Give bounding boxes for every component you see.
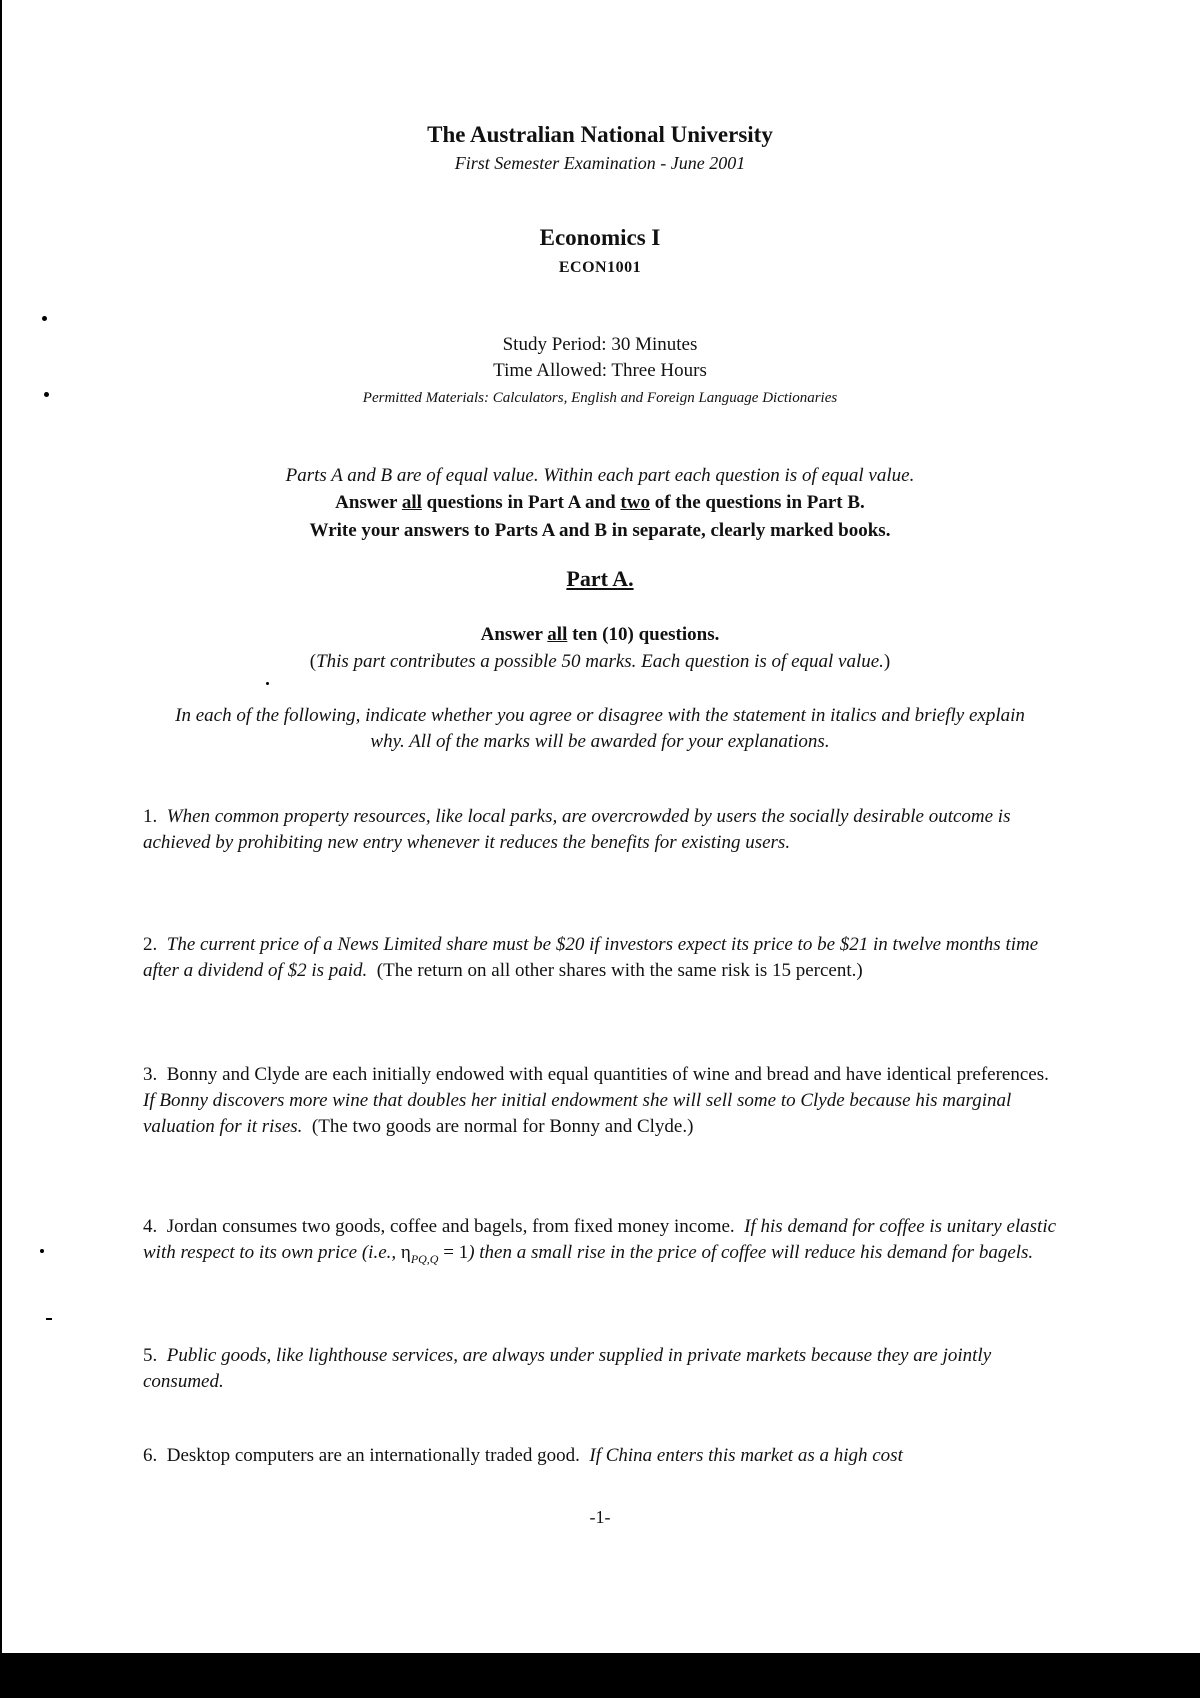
time-allowed: Time Allowed: Three Hours (493, 360, 707, 381)
scan-speck (266, 682, 269, 685)
question-4: 4. Jordan consumes two goods, coffee and bagels, from fixed money income. If his demand for coffee is unitary elastic with respect to its own price (i.e., $\eta_{PQ,Q} = 1$) then a small rise in the price of coffee will reduce his demand for bagels. (143, 1216, 1057, 1266)
university-name: The Australian National University (427, 122, 773, 147)
scan-speck (42, 316, 47, 321)
question-number: 1. (143, 806, 158, 827)
exam-session: First Semester Examination - June 2001 (454, 153, 746, 173)
question-1: 1. When common property resources, like local parks, are overcrowded by users the socially desirable outcome is achieved by prohibiting new entry whenever it reduces the benefits for existing users. (143, 806, 1011, 853)
elasticity-symbol: η (400, 1242, 411, 1263)
question-5: 5. Public goods, like lighthouse services, are always under supplied in private markets because they are jointly consumed. (143, 1345, 992, 1392)
permitted-materials: Permitted Materials: Calculators, English and Foreign Language Dictionaries (362, 390, 838, 406)
course-title: Economics I (539, 225, 661, 250)
answer-rule: Answer all questions in Part A and two of the questions in Part B. (335, 492, 865, 513)
parts-equal-note: Parts A and B are of equal value. Within each part each question is of equal value. (285, 465, 915, 486)
question-3: 3. Bonny and Clyde are each initially endowed with equal quantities of wine and bread and have identical preferences. If Bonny discovers more wine that doubles her initial endowment she will sell some to Clyde because his marginal valuation for it rises. (The two goods are normal for Bonny and Clyde.) (143, 1064, 1049, 1137)
part-a-contribution: (This part contributes a possible 50 marks. Each question is of equal value.) (309, 651, 891, 672)
part-a-heading: Part A. (566, 566, 634, 591)
part-a-instructions: In each of the following, indicate whether you agree or disagree with the statement in italics and briefly explain why. All of the marks will be awarded for your explanations. (175, 705, 1025, 752)
scan-edge-bottom (0, 1653, 1200, 1698)
study-period: Study Period: 30 Minutes (502, 334, 698, 355)
question-number: 6. (143, 1445, 158, 1466)
scan-speck (40, 1249, 44, 1253)
question-6: 6. Desktop computers are an internationally traded good. If China enters this market as a high cost (143, 1445, 903, 1466)
scan-speck (46, 1318, 52, 1320)
question-number: 2. (143, 934, 158, 955)
part-a-answer-rule: Answer all ten (10) questions. (480, 624, 720, 645)
page-number: -1- (589, 1507, 611, 1527)
write-rule: Write your answers to Parts A and B in separate, clearly marked books. (309, 520, 891, 541)
question-number: 3. (143, 1064, 158, 1085)
question-number: 5. (143, 1345, 158, 1366)
question-2: 2. The current price of a News Limited share must be $20 if investors expect its price to be $21 in twelve months time after a dividend of $2 is paid. (The return on all other shares with the same risk is 15 percent.) (143, 934, 1039, 981)
scan-edge-left (0, 0, 2, 1698)
question-number: 4. (143, 1216, 158, 1237)
course-code: ECON1001 (558, 259, 642, 276)
